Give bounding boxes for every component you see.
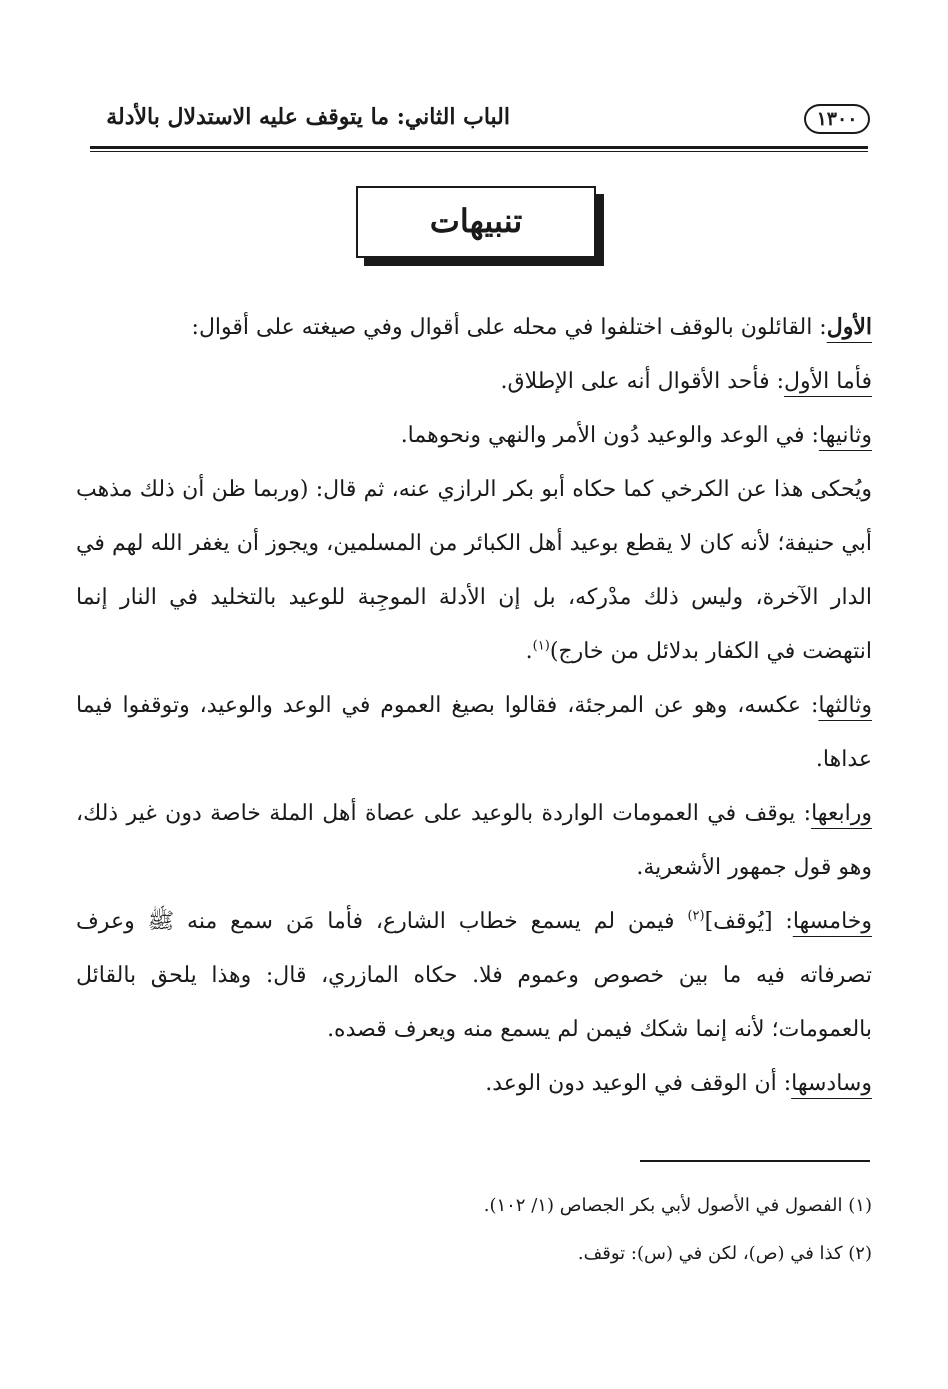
paragraph-text: : القائلون بالوقف اختلفوا في محله على أقوال وفي صيغته على أقوال: (191, 315, 827, 340)
paragraph-lead: فأما الأول (784, 369, 872, 394)
body-text (76, 300, 872, 1111)
paragraph-text: ويُحكى هذا عن الكرخي كما حكاه أبو بكر الرازي عنه، ثم قال: (وربما ظن أن ذلك مذهب أبي حنيفة؛ لأنه كان لا يقطع بوعيد أهل الكبائر من المسلمين، ويجوز أن يغفر الله لهم في الدار الآخرة، وليس ذلك مدْركه، بل إن الأدلة الموجِبة للوعيد بالتخليد في النار إنما انتهضت في الكفار بدلائل من خارج) (76, 477, 872, 664)
footnote-separator (640, 1160, 870, 1162)
header-rule (90, 146, 868, 149)
paragraph-sixth-opinion (76, 1057, 872, 1111)
page-number: ١٣٠٠ (804, 104, 870, 134)
paragraph-lead: الأول (826, 314, 872, 340)
paragraph-third-opinion (76, 679, 872, 787)
chapter-title: الباب الثاني: ما يتوقف عليه الاستدلال بالأدلة (106, 104, 510, 130)
paragraph-second-opinion (76, 409, 872, 463)
footnotes (76, 1182, 872, 1278)
paragraph-first (76, 300, 872, 355)
running-header (90, 100, 870, 140)
paragraph-text: : [يُوقف] (704, 909, 793, 934)
paragraph-first-opinion (76, 355, 872, 409)
section-heading-box (356, 186, 596, 258)
paragraph-fourth-opinion (76, 787, 872, 895)
paragraph-text: : يوقف في العمومات الواردة بالوعيد على عصاة أهل الملة خاصة دون غير ذلك، وهو قول جمهور الأشعرية. (76, 801, 872, 880)
section-box-shadow (596, 194, 604, 266)
paragraph-lead: ورابعها (811, 801, 873, 826)
paragraph-lead: وثانيها (818, 423, 872, 448)
paragraph-fifth-opinion (76, 895, 872, 1057)
paragraph-tail: . (525, 639, 533, 664)
section-title: تنبيهات (429, 202, 523, 240)
footnote-item: (١) الفصول في الأصول لأبي بكر الجصاص (١/ ١٠٢). (483, 1195, 872, 1216)
paragraph-lead: وخامسها (792, 909, 872, 934)
paragraph-text: : في الوعد والوعيد دُون الأمر والنهي ونحوهما. (400, 423, 819, 448)
section-box-shadow-bottom (364, 258, 604, 266)
footnote-ref[interactable]: (١) (532, 638, 550, 654)
paragraph-text: : أن الوقف في الوعيد دون الوعد. (485, 1071, 792, 1096)
header-rule-thin (90, 151, 868, 152)
paragraph-text-continued: فيمن لم يسمع خطاب الشارع، فأما مَن سمع منه ﷺ وعرف تصرفاته فيه ما بين خصوص وعموم فلا. حكاه المازري، قال: وهذا يلحق بالقائل بالعمومات؛ لأنه إنما شكك فيمن لم يسمع منه ويعرف قصده. (76, 909, 872, 1042)
paragraph-lead: وثالثها (818, 693, 872, 718)
paragraph-text: : فأحد الأقوال أنه على الإطلاق. (500, 369, 785, 394)
paragraph-lead: وسادسها (791, 1071, 872, 1096)
paragraph-text: : عكسه، وهو عن المرجئة، فقالوا بصيغ العموم في الوعد والوعيد، وتوقفوا فيما عداها. (76, 693, 872, 772)
footnote-ref[interactable]: (٢) (687, 908, 705, 924)
paragraph-karkhi (76, 463, 872, 679)
footnote-item: (٢) كذا في (ص)، لكن في (س): توقف. (577, 1243, 872, 1264)
